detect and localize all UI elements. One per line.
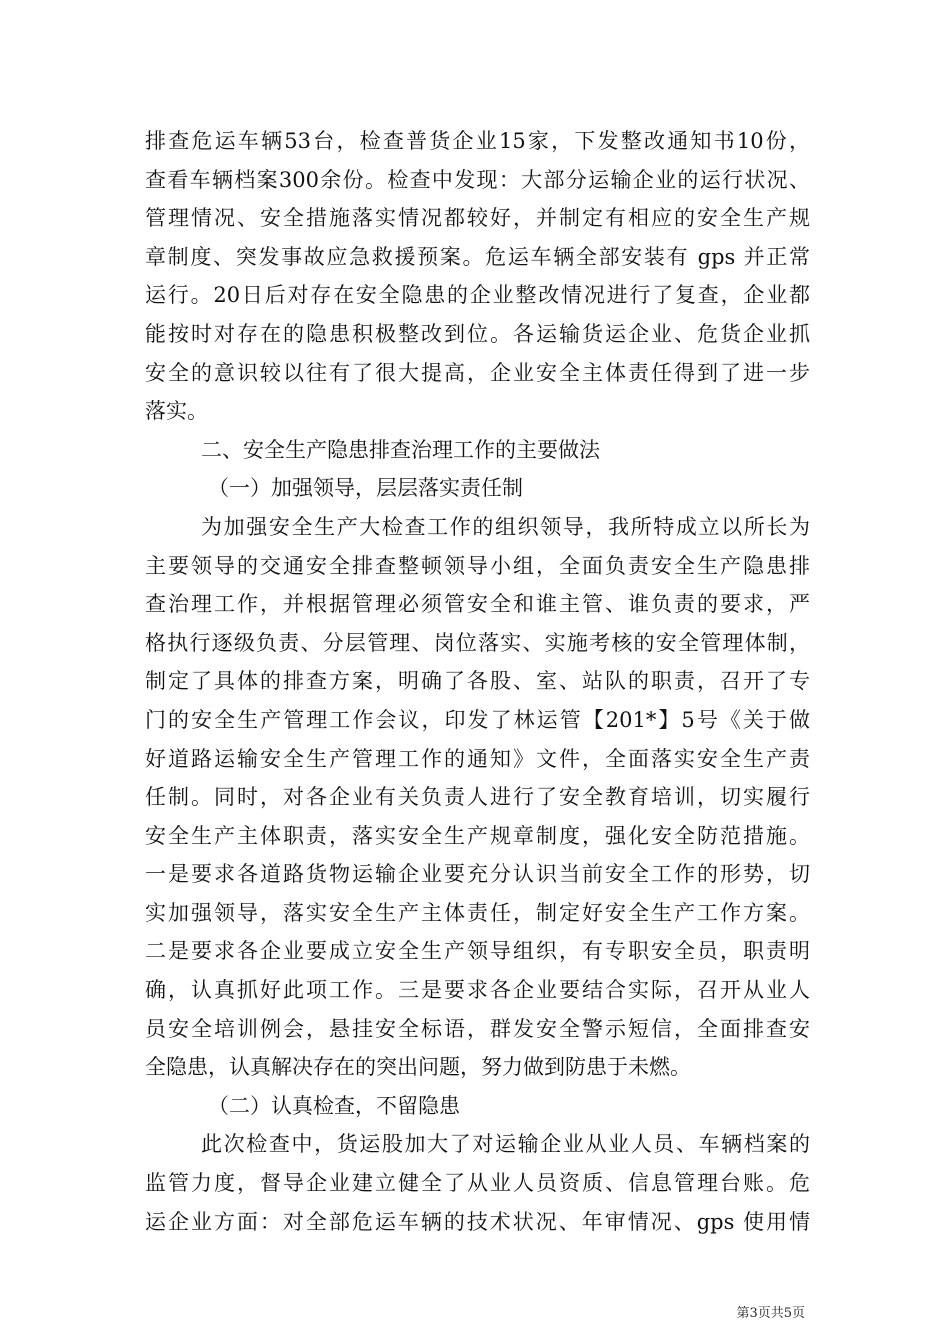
paragraph-line: 门的安全生产管理工作会议，印发了林运管【201*】5号《关于做: [145, 707, 810, 732]
paragraph-line: 制定了具体的排查方案，明确了各股、室、站队的职责，召开了专: [145, 669, 810, 694]
paragraph-line: 运行。20日后对存在安全隐患的企业整改情况进行了复查，企业都: [145, 283, 810, 308]
paragraph-line: 好道路运输安全生产管理工作的通知》文件，全面落实安全生产责: [145, 746, 810, 771]
paragraph-line: 监管力度，督导企业建立健全了从业人员资质、信息管理台账。危: [145, 1171, 810, 1196]
paragraph-line: 查治理工作，并根据管理必须管安全和谁主管、谁负责的要求，严: [145, 592, 810, 617]
paragraph-line: 此次检查中，货运股加大了对运输企业从业人员、车辆档案的: [201, 1132, 810, 1157]
paragraph-line: 任制。同时，对各企业有关负责人进行了安全教育培训，切实履行: [145, 785, 810, 810]
paragraph-line: 二是要求各企业要成立安全生产领导组织，有专职安全员，职责明: [145, 939, 810, 964]
subsection-heading: （一）加强领导，层层落实责任制: [208, 476, 523, 501]
paragraph-line: 主要领导的交通安全排查整顿领导小组，全面负责安全生产隐患排: [145, 553, 810, 578]
paragraph-line: 格执行逐级负责、分层管理、岗位落实、实施考核的安全管理体制，: [145, 630, 810, 655]
paragraph-line: 落实。: [145, 399, 208, 424]
paragraph-line: 章制度、突发事故应急救援预案。危运车辆全部安装有 gps 并正常: [145, 244, 810, 269]
paragraph-line: 查看车辆档案300余份。检查中发现：大部分运输企业的运行状况、: [145, 167, 810, 192]
paragraph-line: 运企业方面：对全部危运车辆的技术状况、年审情况、gps 使用情: [145, 1209, 810, 1234]
subsection-heading: （二）认真检查，不留隐患: [208, 1093, 460, 1118]
paragraph-line: 确，认真抓好此项工作。三是要求各企业要结合实际，召开从业人: [145, 978, 810, 1003]
paragraph-line: 员安全培训例会，悬挂安全标语，群发安全警示短信，全面排查安: [145, 1016, 810, 1041]
page-number: 第3页共5页: [736, 1306, 805, 1321]
section-heading: 二、安全生产隐患排查治理工作的主要做法: [201, 437, 600, 462]
paragraph-line: 安全生产主体职责，落实安全生产规章制度，强化安全防范措施。: [145, 823, 810, 848]
paragraph-line: 能按时对存在的隐患积极整改到位。各运输货运企业、危货企业抓: [145, 321, 810, 346]
paragraph-line: 管理情况、安全措施落实情况都较好，并制定有相应的安全生产规: [145, 206, 810, 231]
paragraph-line: 一是要求各道路货物运输企业要充分认识当前安全工作的形势，切: [145, 862, 810, 887]
paragraph-line: 安全的意识较以往有了很大提高，企业安全主体责任得到了进一步: [145, 360, 810, 385]
document-body: [145, 122, 810, 1241]
paragraph-line: 为加强安全生产大检查工作的组织领导，我所特成立以所长为: [201, 514, 810, 539]
paragraph-line: 排查危运车辆53台，检查普货企业15家，下发整改通知书10份，: [145, 129, 810, 153]
paragraph-line: 全隐患，认真解决存在的突出问题，努力做到防患于未燃。: [145, 1055, 691, 1080]
paragraph-line: 实加强领导，落实安全生产主体责任，制定好安全生产工作方案。: [145, 900, 810, 925]
